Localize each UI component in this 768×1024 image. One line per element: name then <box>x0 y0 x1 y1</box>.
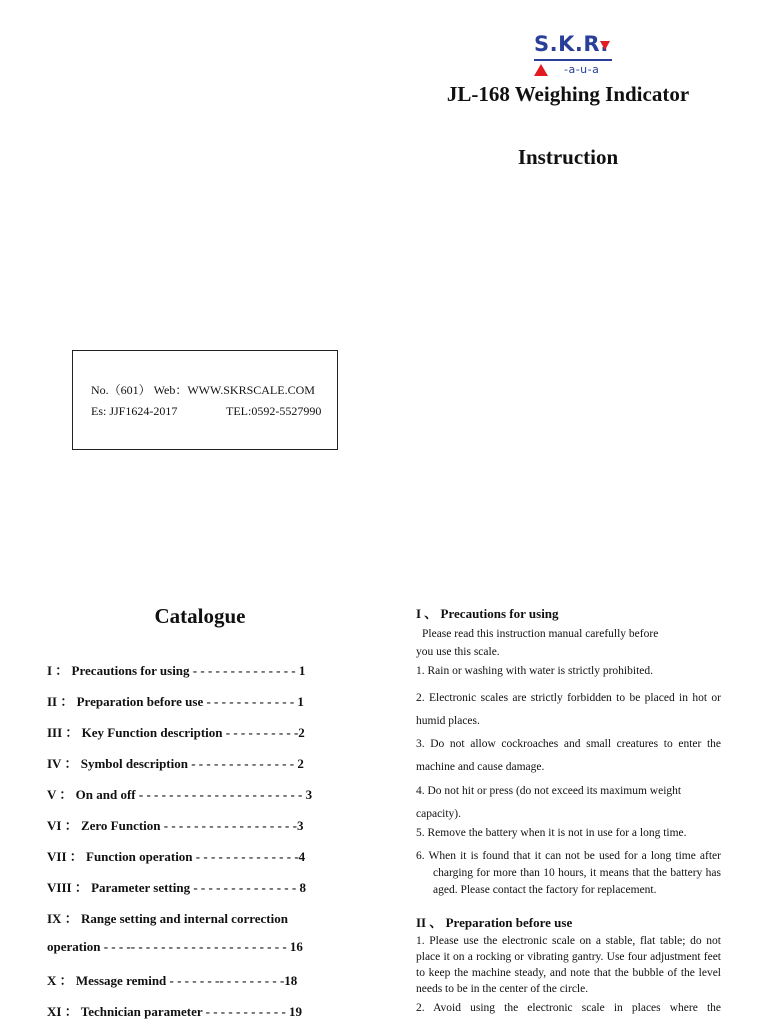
toc-item[interactable]: I ： Precautions for using - - - - - - - - - - - - - - 1 <box>47 663 306 678</box>
logo-triangle-up-icon <box>534 64 548 76</box>
info-model-web: No.（601） Web：WWW.SKRSCALE.COM <box>91 383 315 397</box>
section-heading-precautions: I 、 Precautions for using <box>416 606 559 621</box>
document-title: JL-168 Weighing Indicator <box>446 82 690 106</box>
precaution-item: 1. Rain or washing with water is strictly prohibited. <box>416 665 653 677</box>
precaution-item: 6. When it is found that it can not be used for a long time after charging for more than 10 hours, it means that the battery has aged. Please contact the factory for replacement. <box>416 850 721 896</box>
toc-item[interactable]: VI ： Zero Function - - - - - - - - - - - - - - - - - -3 <box>47 818 304 833</box>
info-box <box>72 350 338 450</box>
info-standard-tel <box>91 404 322 419</box>
logo-subtext: -a-u-a <box>564 63 600 76</box>
toc-item[interactable]: V ： On and off - - - - - - - - - - - - - - - - - - - - - - 3 <box>47 787 313 802</box>
precaution-item: 5. Remove the battery when it is not in use for a long time. <box>416 827 687 839</box>
preparation-item: 1. Please use the electronic scale on a stable, flat table; do not place it on a rocking or vibrating gantry. Use four adjustment feet to keep the machine steady, and note that the bubble of the level needs to be in the center of the circle. <box>416 935 721 995</box>
toc-item[interactable]: III ： Key Function description - - - - - - - - - -2 <box>47 725 305 740</box>
toc-item[interactable]: X ： Message remind - - - - - - -- - - - - - - - -18 <box>47 973 298 988</box>
toc-item[interactable]: VIII ： Parameter setting - - - - - - - - - - - - - - 8 <box>47 880 306 895</box>
logo-text: S.K.R. <box>534 32 609 56</box>
preparation-item: 2. Avoid using the electronic scale in places where the <box>416 1002 721 1014</box>
toc-item[interactable]: XI ： Technician parameter - - - - - - - - - - - 19 <box>47 1004 303 1019</box>
info-standard: Es: JJF1624-2017 <box>91 404 178 418</box>
precaution-item: 2. Electronic scales are strictly forbidden to be placed in hot or humid places. <box>416 692 721 727</box>
toc-item[interactable]: II ： Preparation before use - - - - - - - - - - - - 1 <box>47 694 304 709</box>
logo-rule <box>534 59 612 61</box>
section-intro-line1: Please read this instruction manual carefully before <box>422 628 659 640</box>
toc-item[interactable]: IV ： Symbol description - - - - - - - - - - - - - - 2 <box>47 756 304 771</box>
toc-item[interactable]: IX ： Range setting and internal correction <box>47 911 288 926</box>
document-subtitle: Instruction <box>517 145 619 169</box>
precaution-item: 4. Do not hit or press (do not exceed its maximum weight capacity). <box>416 785 682 820</box>
toc-item-continued[interactable]: operation - - - -- - - - - - - - - - - - - - - - - - - - - 16 <box>47 939 303 954</box>
section-heading-preparation: II 、 Preparation before use <box>416 915 573 930</box>
brand-logo <box>528 32 620 82</box>
toc-item[interactable]: VII ： Function operation - - - - - - - - - - - - - -4 <box>47 849 306 864</box>
logo-triangle-down-icon <box>600 41 610 50</box>
info-telephone: TEL:0592-5527990 <box>226 404 322 418</box>
section-intro-line2: you use this scale. <box>416 646 500 658</box>
precaution-item: 3. Do not allow cockroaches and small creatures to enter the machine and cause damage. <box>416 738 721 773</box>
catalogue-heading: Catalogue <box>154 604 246 628</box>
